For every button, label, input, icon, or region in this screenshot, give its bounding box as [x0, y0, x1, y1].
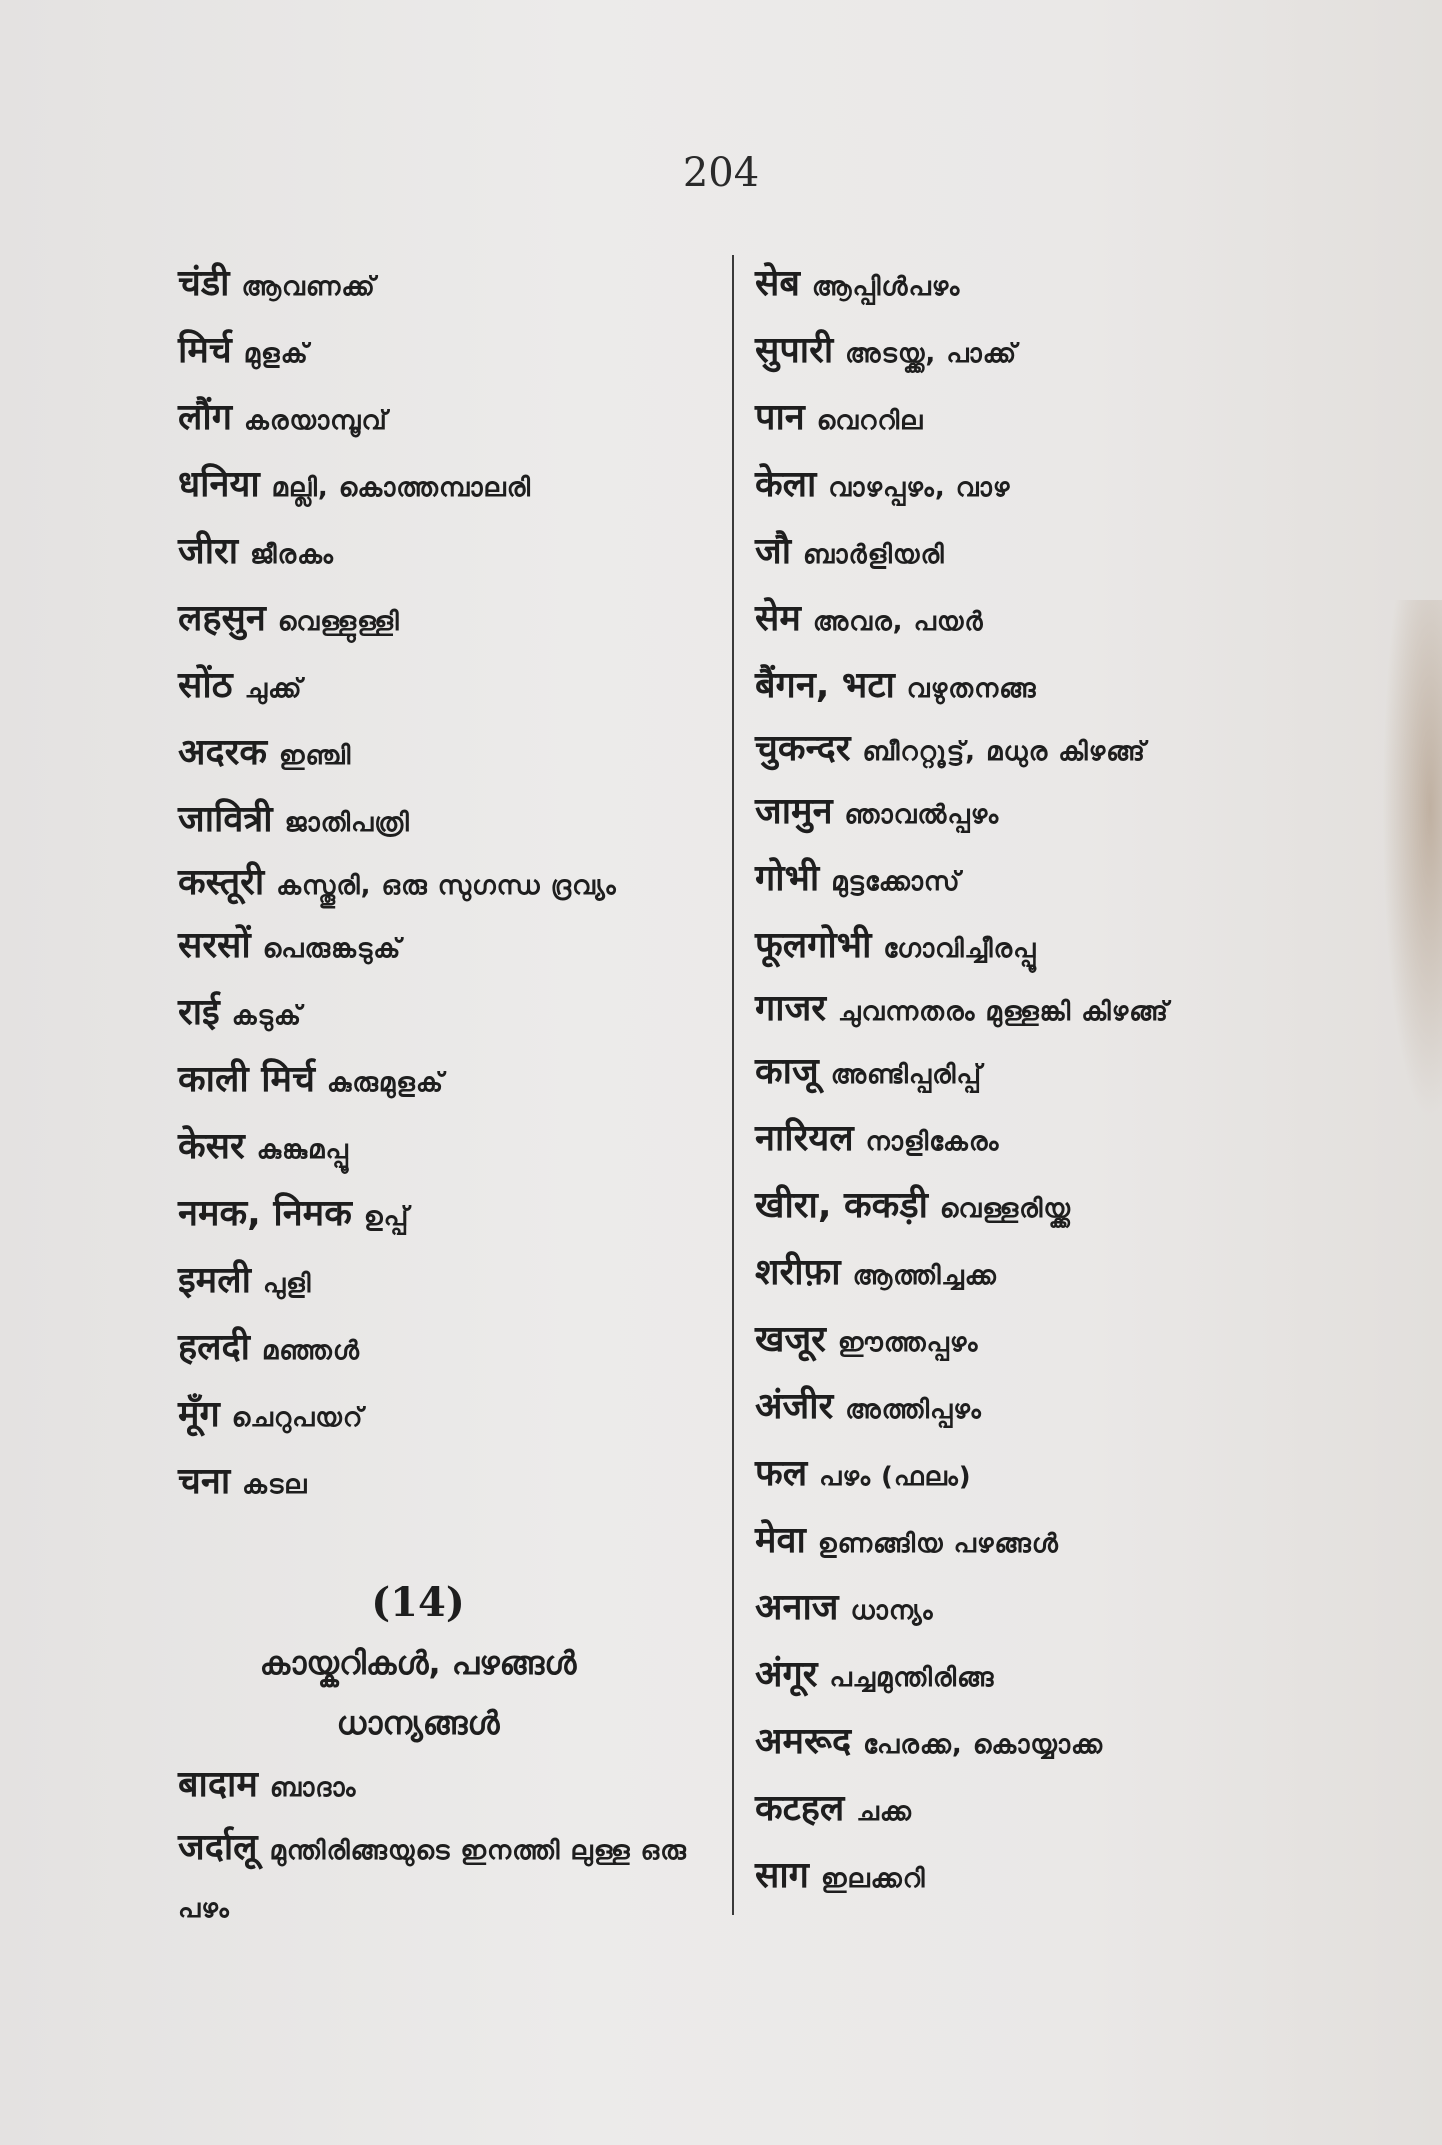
dictionary-entry	[755, 780, 1290, 847]
dictionary-entry	[755, 1442, 1290, 1509]
malayalam-meaning: ബീററ്റൂട്ട്, മധുര കിഴങ്ങ്	[862, 737, 1146, 767]
dictionary-entry	[755, 721, 1290, 780]
malayalam-meaning: ഈത്തപ്പഴം	[837, 1328, 979, 1358]
hindi-word: जावित्री	[178, 799, 273, 840]
hindi-word: अनाज	[755, 1587, 839, 1628]
dictionary-entry	[755, 1174, 1290, 1241]
malayalam-meaning: ആത്തിച്ചക്ക	[852, 1261, 997, 1291]
page-number: 204	[682, 150, 760, 196]
paper-stain	[1382, 600, 1442, 1120]
hindi-word: नारियल	[755, 1118, 854, 1159]
section-number: (14)	[371, 1579, 465, 1626]
hindi-word: चना	[178, 1461, 231, 1502]
malayalam-meaning: ഞാവൽപ്പഴം	[844, 800, 1000, 830]
dictionary-entry	[755, 1509, 1290, 1576]
hindi-word: बादाम	[178, 1764, 258, 1805]
malayalam-meaning: ബാദാം	[269, 1773, 357, 1803]
section-title-line2: ധാന്യങ്ങൾ	[336, 1704, 500, 1742]
hindi-word: खजूर	[755, 1319, 826, 1360]
dictionary-entry	[755, 1375, 1290, 1442]
hindi-word: हलदी	[178, 1327, 250, 1368]
malayalam-meaning: വഴുതനങ്ങ	[906, 674, 1037, 704]
dictionary-entry	[178, 914, 718, 981]
hindi-word: केसर	[178, 1126, 245, 1167]
malayalam-meaning: വെററില	[816, 406, 924, 436]
malayalam-meaning: പച്ചമുന്തിരിങ്ങ	[829, 1663, 995, 1693]
malayalam-meaning: ചക്ക	[856, 1797, 912, 1827]
left-column	[178, 252, 718, 1937]
dictionary-entry	[755, 1107, 1290, 1174]
dictionary-entry	[178, 1450, 718, 1517]
malayalam-meaning: ജീരകം	[250, 540, 334, 570]
hindi-word: धनिया	[178, 464, 260, 505]
dictionary-entry	[178, 319, 718, 386]
column-divider	[732, 255, 734, 1915]
hindi-word: जीरा	[178, 531, 239, 572]
dictionary-entry	[178, 654, 718, 721]
malayalam-meaning: ചുക്ക്	[244, 674, 303, 704]
dictionary-entry	[178, 1753, 718, 1820]
dictionary-entry	[755, 981, 1290, 1040]
dictionary-entry	[755, 587, 1290, 654]
dictionary-entry	[755, 654, 1290, 721]
hindi-word: पान	[755, 397, 805, 438]
hindi-word: सरसों	[178, 925, 251, 966]
malayalam-meaning: പേരക്ക, കൊയ്യാക്ക	[863, 1730, 1104, 1760]
malayalam-meaning: ഇലക്കറി	[820, 1864, 926, 1894]
dictionary-entry	[178, 1316, 718, 1383]
malayalam-meaning: ആവണക്ക്	[241, 272, 376, 302]
dictionary-entry	[755, 520, 1290, 587]
dictionary-entry	[178, 721, 718, 788]
malayalam-meaning: വാഴപ്പഴം, വാഴ	[828, 473, 1011, 503]
hindi-word: सोंठ	[178, 665, 233, 706]
dictionary-entry	[755, 1040, 1290, 1107]
malayalam-meaning: അണ്ടിപ്പരിപ്പ്	[830, 1060, 982, 1090]
dictionary-entry	[178, 1048, 718, 1115]
malayalam-meaning: വെള്ളരിയ്ക്ക	[939, 1194, 1071, 1224]
dictionary-entry	[178, 855, 718, 914]
hindi-word: अंगूर	[755, 1654, 818, 1695]
dictionary-entry	[178, 386, 718, 453]
hindi-word: राई	[178, 992, 220, 1033]
dictionary-entry	[755, 319, 1290, 386]
dictionary-entry	[755, 1844, 1290, 1911]
dictionary-entry	[178, 587, 718, 654]
malayalam-meaning: പഴം (ഫലം)	[819, 1462, 972, 1492]
dictionary-entry	[178, 788, 718, 855]
dictionary-entry	[178, 1820, 718, 1937]
hindi-word: चुकन्दर	[755, 728, 851, 769]
hindi-word: गाजर	[755, 988, 827, 1029]
hindi-word: नमक, निमक	[178, 1193, 352, 1234]
left-entries-bottom	[178, 1753, 718, 1937]
dictionary-entry	[178, 1383, 718, 1450]
dictionary-entry	[755, 453, 1290, 520]
dictionary-entry	[755, 1308, 1290, 1375]
malayalam-meaning: ചെറുപയറ്	[231, 1403, 364, 1433]
malayalam-meaning: മുന്തിരിങ്ങയുടെ ഇനത്തി ലുള്ള ഒരു പഴം	[178, 1836, 687, 1924]
malayalam-meaning: അവര, പയർ	[812, 607, 984, 637]
malayalam-meaning: ആപ്പിൾപഴം	[811, 272, 961, 302]
hindi-word: शरीफ़ा	[755, 1252, 841, 1293]
hindi-word: गोभी	[755, 858, 820, 899]
hindi-word: सुपारी	[755, 330, 834, 371]
malayalam-meaning: മുളക്	[243, 339, 309, 369]
malayalam-meaning: കസ്തൂരി, ഒരു സുഗന്ധ ദ്രവ്യം	[276, 871, 617, 901]
hindi-word: मूँग	[178, 1394, 220, 1435]
dictionary-entry	[178, 981, 718, 1048]
dictionary-entry	[755, 1241, 1290, 1308]
hindi-word: जर्दालू	[178, 1827, 258, 1868]
malayalam-meaning: മല്ലി, കൊത്തമ്പാലരി	[271, 473, 531, 503]
section-title-line1: കായ്കറികൾ, പഴങ്ങൾ	[259, 1644, 577, 1682]
dictionary-entry	[178, 520, 718, 587]
hindi-word: इमली	[178, 1260, 251, 1301]
malayalam-meaning: ബാർളിയരി	[803, 540, 945, 570]
hindi-word: जौ	[755, 531, 792, 572]
malayalam-meaning: ഉണങ്ങിയ പഴങ്ങൾ	[817, 1529, 1059, 1559]
hindi-word: मिर्च	[178, 330, 232, 371]
dictionary-entry	[755, 252, 1290, 319]
malayalam-meaning: കുരുമുളക്	[326, 1068, 444, 1098]
malayalam-meaning: പുളി	[262, 1269, 312, 1299]
hindi-word: जामुन	[755, 791, 833, 832]
malayalam-meaning: കുങ്കുമപ്പൂ	[256, 1135, 349, 1165]
hindi-word: काली मिर्च	[178, 1059, 315, 1100]
hindi-word: फल	[755, 1453, 808, 1494]
malayalam-meaning: ഗോവിച്ചീരപ്പൂ	[883, 934, 1037, 964]
malayalam-meaning: അടയ്ക്ക, പാക്ക്	[845, 339, 1018, 369]
malayalam-meaning: ചുവന്നതരം മുള്ളങ്കി കിഴങ്ങ്	[838, 997, 1169, 1027]
dictionary-entry	[755, 1777, 1290, 1844]
malayalam-meaning: കടുക്	[231, 1001, 302, 1031]
malayalam-meaning: കരയാമ്പൂവ്	[244, 406, 388, 436]
malayalam-meaning: മഞ്ഞൾ	[261, 1336, 360, 1366]
dictionary-entry	[178, 1182, 718, 1249]
dictionary-entry	[755, 1710, 1290, 1777]
right-entries	[755, 252, 1290, 1911]
hindi-word: सेम	[755, 598, 801, 639]
hindi-word: कस्तूरी	[178, 862, 265, 903]
malayalam-meaning: നാളികേരം	[865, 1127, 1000, 1157]
hindi-word: बैंगन, भटा	[755, 665, 895, 706]
dictionary-entry	[755, 847, 1290, 914]
hindi-word: अमरूद	[755, 1721, 852, 1762]
hindi-word: मेवा	[755, 1520, 806, 1561]
malayalam-meaning: മുട്ടക്കോസ്	[831, 867, 961, 897]
malayalam-meaning: പെരുങ്കടുക്	[262, 934, 402, 964]
hindi-word: फूलगोभी	[755, 925, 872, 966]
malayalam-meaning: വെള്ളുള്ളി	[277, 607, 400, 637]
hindi-word: साग	[755, 1855, 809, 1896]
malayalam-meaning: കടല	[242, 1470, 308, 1500]
dictionary-entry	[178, 1249, 718, 1316]
hindi-word: कटहल	[755, 1788, 845, 1829]
dictionary-entry	[755, 1576, 1290, 1643]
dictionary-entry	[755, 386, 1290, 453]
right-column	[755, 252, 1290, 1911]
dictionary-entry	[755, 914, 1290, 981]
malayalam-meaning: ഇഞ്ചി	[279, 741, 352, 771]
hindi-word: काजू	[755, 1051, 819, 1092]
dictionary-entry	[178, 1115, 718, 1182]
dictionary-entry	[178, 453, 718, 520]
hindi-word: अदरक	[178, 732, 267, 773]
malayalam-meaning: ഉപ്പ്	[363, 1202, 410, 1232]
left-entries-top	[178, 252, 718, 1517]
malayalam-meaning: ധാന്യം	[850, 1596, 934, 1626]
hindi-word: चंडी	[178, 263, 230, 304]
dictionary-entry	[755, 1643, 1290, 1710]
hindi-word: अंजीर	[755, 1386, 834, 1427]
malayalam-meaning: ജാതിപത്രി	[284, 808, 410, 838]
hindi-word: लौंग	[178, 397, 233, 438]
malayalam-meaning: അത്തിപ്പഴം	[845, 1395, 982, 1425]
hindi-word: सेब	[755, 263, 800, 304]
hindi-word: लहसुन	[178, 598, 266, 639]
hindi-word: खीरा, ककड़ी	[755, 1185, 928, 1226]
dictionary-entry	[178, 252, 718, 319]
hindi-word: केला	[755, 464, 817, 505]
